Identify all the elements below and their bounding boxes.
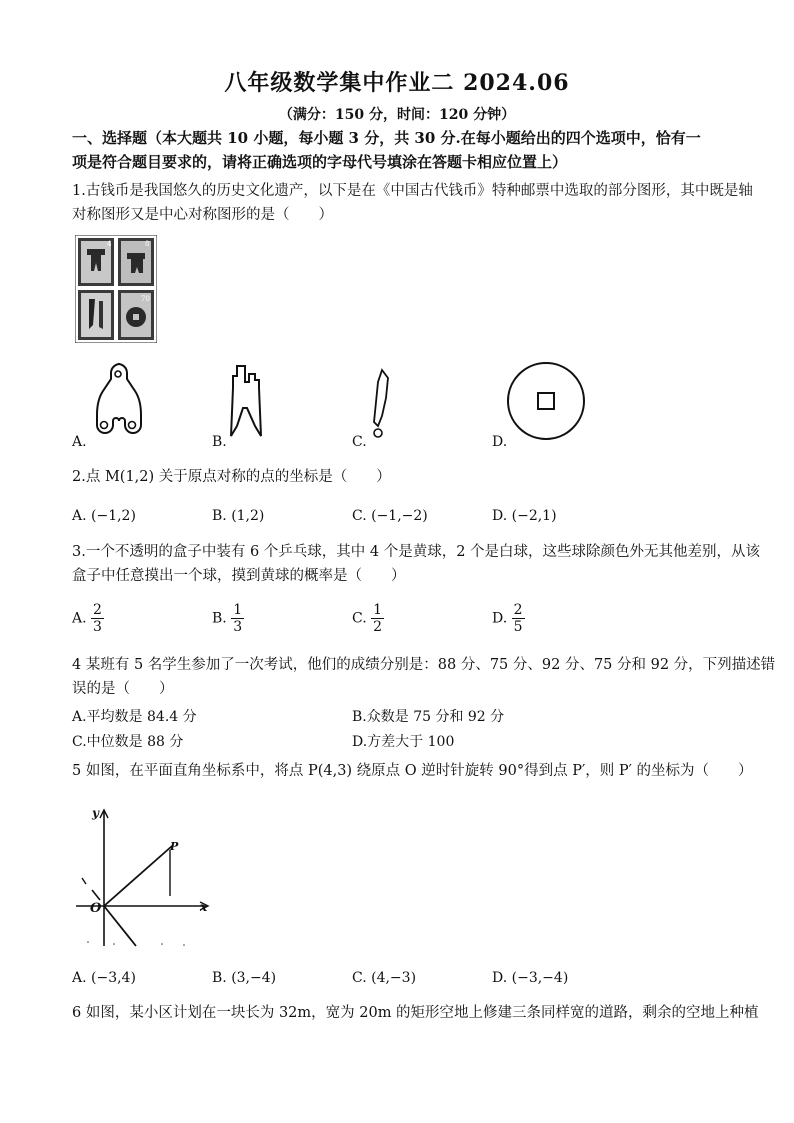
fraction-denominator: 3 xyxy=(233,619,243,635)
q1-figure-a xyxy=(88,360,148,445)
q1-stem-line1: 1.古钱币是我国悠久的历史文化遗产，以下是在《中国古代钱币》特种邮票中选取的部分图形，其中既是轴 xyxy=(72,183,753,199)
stamp-collage-image xyxy=(75,235,157,343)
q1-figure-d xyxy=(505,360,587,442)
q3-stem-line1: 3.一个不透明的盒子中装有 6 个乒乓球，其中 4 个是黄球，2 个是白球，这些球除颜色外无其他差别，从该 xyxy=(72,544,761,560)
q1-option-c[interactable]: C. xyxy=(352,434,367,450)
q3-option-c-letter: C. xyxy=(352,610,367,627)
fraction-denominator: 3 xyxy=(93,619,102,635)
q5-option-a[interactable]: A. (−3,4) xyxy=(72,970,136,986)
q3-stem-line2: 盒子中任意摸出一个球，摸到黄球的概率是（ ） xyxy=(72,568,406,584)
q3-option-d[interactable] xyxy=(492,602,525,635)
page-title: 八年级数学集中作业二 2024.06 xyxy=(224,70,570,96)
fraction-denominator: 5 xyxy=(513,619,523,635)
q2-stem: 2.点 M(1,2) 关于原点对称的点的坐标是（ ） xyxy=(72,469,391,485)
q5-axis-y-label: y xyxy=(92,806,99,820)
q4-stem-line1: 4 某班有 5 名学生参加了一次考试，他们的成绩分别是：88 分、75 分、92 分、75 分和 92 分，下列描述错 xyxy=(72,657,776,673)
stamp-label-2: 8 xyxy=(145,240,150,248)
q4-option-a[interactable]: A.平均数是 84.4 分 xyxy=(72,709,197,725)
q5-axis-x-label: x xyxy=(200,900,208,914)
q3-option-b-letter: B. xyxy=(212,610,227,627)
stamp-label-1: 4 xyxy=(107,240,112,248)
q2-option-c[interactable]: C. (−1,−2) xyxy=(352,508,428,524)
q4-option-b[interactable]: B.众数是 75 分和 92 分 xyxy=(352,709,505,725)
q3-option-a-letter: A. xyxy=(72,610,87,627)
q3-option-c[interactable] xyxy=(352,602,384,635)
q3-option-a-fraction xyxy=(91,602,104,635)
fraction-numerator: 1 xyxy=(233,602,243,618)
q5-point-p-label: P xyxy=(170,840,179,853)
fraction-numerator: 2 xyxy=(93,602,102,618)
fraction-denominator: 2 xyxy=(373,619,383,635)
fraction-numerator: 2 xyxy=(513,602,523,618)
q1-option-d[interactable]: D. xyxy=(492,434,508,450)
q5-option-c[interactable]: C. (4,−3) xyxy=(352,970,417,986)
stamp-label-4: 70 xyxy=(141,295,150,303)
q3-option-c-fraction xyxy=(371,602,384,635)
section-heading-line1: 一、选择题（本大题共 10 小题，每小题 3 分，共 30 分.在每小题给出的四个选项中，恰有一 xyxy=(72,129,701,147)
q3-option-d-fraction xyxy=(512,602,525,635)
q4-option-c[interactable]: C.中位数是 88 分 xyxy=(72,734,184,750)
q3-option-a[interactable] xyxy=(72,602,104,635)
q4-option-d[interactable]: D.方差大于 100 xyxy=(352,734,455,750)
q1-stem-line2: 对称图形又是中心对称图形的是（ ） xyxy=(72,207,333,223)
q3-option-d-letter: D. xyxy=(492,610,508,627)
q1-figure-b xyxy=(225,360,275,445)
q1-option-b[interactable]: B. xyxy=(212,434,227,450)
q1-option-a[interactable]: A. xyxy=(72,434,87,450)
page-subtitle: （满分：150 分，时间：120 分钟） xyxy=(278,107,516,123)
q5-option-b[interactable]: B. (3,−4) xyxy=(212,970,277,986)
fraction-numerator: 1 xyxy=(373,602,383,618)
q3-option-b[interactable] xyxy=(212,602,244,635)
q2-option-a[interactable]: A. (−1,2) xyxy=(72,508,136,524)
q5-coordinate-figure xyxy=(74,806,214,948)
q5-option-d[interactable]: D. (−3,−4) xyxy=(492,970,569,986)
q2-option-d[interactable]: D. (−2,1) xyxy=(492,508,557,524)
q3-option-b-fraction xyxy=(231,602,244,635)
section-heading-line2: 项是符合题目要求的，请将正确选项的字母代号填涂在答题卡相应位置上） xyxy=(72,153,568,171)
q4-stem-line2: 误的是（ ） xyxy=(72,681,174,697)
q5-stem: 5 如图，在平面直角坐标系中，将点 P(4,3) 绕原点 O 逆时针旋转 90°得到点 P′，则 P′ 的坐标为（ ） xyxy=(72,763,753,779)
q6-stem-line1: 6 如图，某小区计划在一块长为 32m，宽为 20m 的矩形空地上修建三条同样宽的道路，剩余的空地上种植 xyxy=(72,1005,759,1021)
q5-origin-label: O xyxy=(90,901,102,916)
q2-option-b[interactable]: B. (1,2) xyxy=(212,508,265,524)
